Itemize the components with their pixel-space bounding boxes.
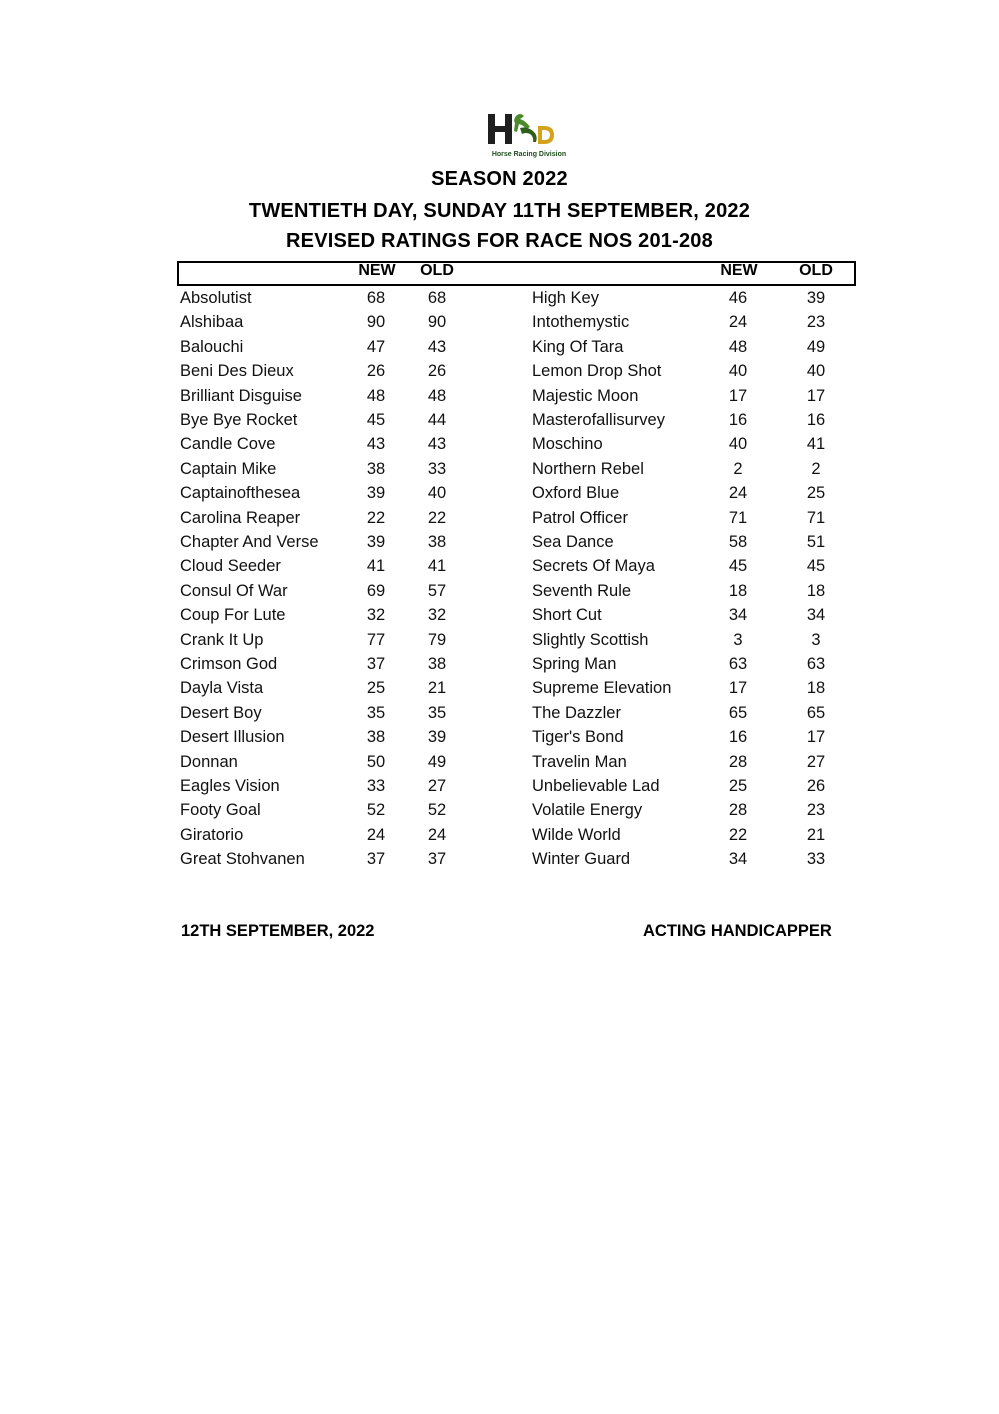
- new-rating: 68: [366, 289, 386, 307]
- table-row: [0, 823, 999, 847]
- horse-name: Short Cut: [532, 606, 602, 625]
- horse-name: Masterofallisurvey: [532, 411, 665, 429]
- footer-date: 12TH SEPTEMBER, 2022: [181, 922, 375, 940]
- horse-name: Captainofthesea: [180, 484, 301, 503]
- old-rating: 57: [427, 581, 447, 600]
- new-rating: 63: [728, 655, 748, 673]
- horse-name: Seventh Rule: [532, 581, 632, 600]
- old-rating: 32: [427, 606, 447, 625]
- old-rating: 49: [427, 752, 447, 771]
- new-rating: 69: [366, 581, 386, 600]
- footer-signatory: ACTING HANDICAPPER: [643, 922, 832, 940]
- old-rating: 18: [806, 679, 826, 698]
- horse-name: Alshibaa: [180, 313, 244, 332]
- old-rating: 25: [806, 484, 826, 503]
- horse-name: Carolina Reaper: [180, 508, 301, 527]
- new-rating: 52: [366, 801, 386, 820]
- horse-name: Absolutist: [180, 289, 252, 307]
- old-rating: 34: [806, 606, 826, 625]
- new-rating: 25: [728, 777, 748, 795]
- table-row: [0, 750, 999, 774]
- new-rating: 16: [728, 411, 748, 429]
- horse-name: Beni Des Dieux: [180, 362, 294, 381]
- new-rating: 34: [728, 606, 748, 625]
- table-row: [0, 676, 999, 700]
- new-rating: 45: [366, 411, 386, 429]
- table-row: [0, 384, 999, 408]
- right-old-header: OLD: [799, 262, 833, 279]
- horse-name: Desert Boy: [180, 703, 262, 722]
- horse-name: Wilde World: [532, 825, 621, 844]
- old-rating: 27: [427, 777, 447, 795]
- new-rating: 16: [728, 728, 748, 747]
- new-rating: 71: [728, 508, 748, 527]
- logo-caption: Horse Racing Division: [491, 151, 567, 158]
- old-rating: 43: [427, 337, 447, 356]
- new-rating: 43: [366, 435, 386, 454]
- old-rating: 45: [806, 557, 826, 576]
- old-rating: 33: [806, 850, 826, 869]
- table-row: [0, 335, 999, 359]
- horse-name: Coup For Lute: [180, 606, 286, 625]
- table-row: [0, 554, 999, 578]
- new-rating: 48: [366, 386, 386, 405]
- horse-name: Cloud Seeder: [180, 557, 281, 576]
- new-rating: 40: [728, 435, 748, 454]
- ratings-heading: REVISED RATINGS FOR RACE NOS 201-208: [286, 230, 713, 252]
- old-rating: 63: [806, 655, 826, 673]
- horse-name: Chapter And Verse: [180, 533, 319, 551]
- new-rating: 38: [366, 459, 386, 478]
- old-rating: 39: [427, 728, 447, 747]
- horse-name: Intothemystic: [532, 313, 630, 332]
- horse-name: Balouchi: [180, 337, 244, 356]
- old-rating: 90: [427, 313, 447, 332]
- horse-name: Slightly Scottish: [532, 630, 649, 649]
- horse-name: Captain Mike: [180, 459, 277, 478]
- old-rating: 23: [806, 801, 826, 820]
- new-rating: 25: [366, 679, 386, 698]
- table-row: [0, 432, 999, 456]
- day-title: TWENTIETH DAY, SUNDAY 11TH SEPTEMBER, 2022: [248, 200, 751, 222]
- horse-name: Candle Cove: [180, 435, 276, 454]
- new-rating: 65: [728, 703, 748, 722]
- table-row: [0, 798, 999, 822]
- new-rating: 40: [728, 362, 748, 381]
- horse-name: Bye Bye Rocket: [180, 411, 298, 429]
- new-rating: 3: [733, 630, 743, 649]
- horse-name: Tiger's Bond: [532, 728, 624, 747]
- new-rating: 35: [366, 703, 386, 722]
- old-rating: 17: [806, 728, 826, 747]
- new-rating: 47: [366, 337, 386, 356]
- table-row: [0, 481, 999, 505]
- old-rating: 18: [806, 581, 826, 600]
- table-row: [0, 506, 999, 530]
- old-rating: 41: [427, 557, 447, 576]
- old-rating: 21: [427, 679, 447, 698]
- horse-name: Desert Illusion: [180, 728, 285, 747]
- old-rating: 51: [806, 533, 826, 551]
- table-row: [0, 579, 999, 603]
- horse-name: Footy Goal: [180, 801, 261, 820]
- table-row: [0, 310, 999, 334]
- new-rating: 48: [728, 337, 748, 356]
- new-rating: 17: [728, 386, 748, 405]
- old-rating: 27: [806, 752, 826, 771]
- old-rating: 35: [427, 703, 447, 722]
- old-rating: 43: [427, 435, 447, 454]
- old-rating: 48: [427, 386, 447, 405]
- table-row: [0, 628, 999, 652]
- old-rating: 17: [806, 386, 826, 405]
- old-rating: 24: [427, 825, 447, 844]
- old-rating: 79: [427, 630, 447, 649]
- old-rating: 65: [806, 703, 826, 722]
- horse-name: Winter Guard: [532, 850, 631, 869]
- new-rating: 2: [733, 459, 743, 478]
- horse-name: Travelin Man: [532, 752, 627, 771]
- table-row: [0, 603, 999, 627]
- horse-name: Secrets Of Maya: [532, 557, 655, 576]
- old-rating: 26: [427, 362, 447, 381]
- horse-name: Eagles Vision: [180, 777, 280, 795]
- old-rating: 71: [806, 508, 826, 527]
- new-rating: 39: [366, 484, 386, 503]
- horse-name: Majestic Moon: [532, 386, 639, 405]
- old-rating: 49: [806, 337, 826, 356]
- new-rating: 39: [366, 533, 386, 551]
- table-row: [0, 457, 999, 481]
- table-row: [0, 701, 999, 725]
- old-rating: 52: [427, 801, 447, 820]
- old-rating: 44: [427, 411, 447, 429]
- new-rating: 90: [366, 313, 386, 332]
- new-rating: 24: [728, 484, 748, 503]
- new-rating: 17: [728, 679, 748, 698]
- left-new-header: NEW: [358, 262, 396, 279]
- right-new-header: NEW: [720, 262, 758, 279]
- table-row: [0, 359, 999, 383]
- horse-name: Oxford Blue: [532, 484, 620, 503]
- horse-name: Patrol Officer: [532, 508, 628, 527]
- table-row: [0, 774, 999, 798]
- horse-name: The Dazzler: [532, 703, 621, 722]
- table-row: [0, 408, 999, 432]
- horse-name: Crank It Up: [180, 630, 264, 649]
- new-rating: 33: [366, 777, 386, 795]
- horse-name: Consul Of War: [180, 581, 288, 600]
- horse-name: Volatile Energy: [532, 801, 643, 820]
- new-rating: 22: [728, 825, 748, 844]
- old-rating: 39: [806, 289, 826, 307]
- new-rating: 26: [366, 362, 386, 381]
- table-row: [0, 725, 999, 749]
- new-rating: 37: [366, 850, 386, 869]
- new-rating: 38: [366, 728, 386, 747]
- old-rating: 26: [806, 777, 826, 795]
- old-rating: 38: [427, 533, 447, 551]
- horse-name: Moschino: [532, 435, 603, 454]
- old-rating: 22: [427, 508, 447, 527]
- new-rating: 32: [366, 606, 386, 625]
- horse-name: Unbelievable Lad: [532, 777, 660, 795]
- old-rating: 33: [427, 459, 447, 478]
- table-row: [0, 530, 999, 554]
- new-rating: 50: [366, 752, 386, 771]
- old-rating: 41: [806, 435, 826, 454]
- new-rating: 28: [728, 801, 748, 820]
- table-row: [0, 286, 999, 310]
- horse-name: Donnan: [180, 752, 238, 771]
- horse-name: Brilliant Disguise: [180, 386, 302, 405]
- horse-name: Sea Dance: [532, 533, 614, 551]
- horse-name: Giratorio: [180, 825, 244, 844]
- horse-name: Crimson God: [180, 655, 278, 673]
- left-old-header: OLD: [420, 262, 454, 279]
- table-row: [0, 847, 999, 871]
- old-rating: 40: [427, 484, 447, 503]
- old-rating: 40: [806, 362, 826, 381]
- new-rating: 41: [366, 557, 386, 576]
- old-rating: 38: [427, 655, 447, 673]
- old-rating: 21: [806, 825, 826, 844]
- new-rating: 45: [728, 557, 748, 576]
- old-rating: 3: [811, 630, 821, 649]
- new-rating: 37: [366, 655, 386, 673]
- new-rating: 28: [728, 752, 748, 771]
- new-rating: 77: [366, 630, 386, 649]
- horse-name: Dayla Vista: [180, 679, 264, 698]
- old-rating: 68: [427, 289, 447, 307]
- new-rating: 18: [728, 581, 748, 600]
- new-rating: 46: [728, 289, 748, 307]
- horse-name: Spring Man: [532, 655, 617, 673]
- horse-name: Great Stohvanen: [180, 850, 305, 869]
- table-row: [0, 652, 999, 676]
- old-rating: 23: [806, 313, 826, 332]
- new-rating: 22: [366, 508, 386, 527]
- new-rating: 34: [728, 850, 748, 869]
- season-title: SEASON 2022: [431, 168, 568, 190]
- old-rating: 37: [427, 850, 447, 869]
- new-rating: 24: [728, 313, 748, 332]
- horse-name: King Of Tara: [532, 337, 624, 356]
- horse-name: Lemon Drop Shot: [532, 362, 662, 381]
- horse-name: Supreme Elevation: [532, 679, 672, 698]
- old-rating: 16: [806, 411, 826, 429]
- new-rating: 58: [728, 533, 748, 551]
- horse-name: Northern Rebel: [532, 459, 644, 478]
- horse-name: High Key: [532, 289, 599, 307]
- old-rating: 2: [811, 459, 821, 478]
- new-rating: 24: [366, 825, 386, 844]
